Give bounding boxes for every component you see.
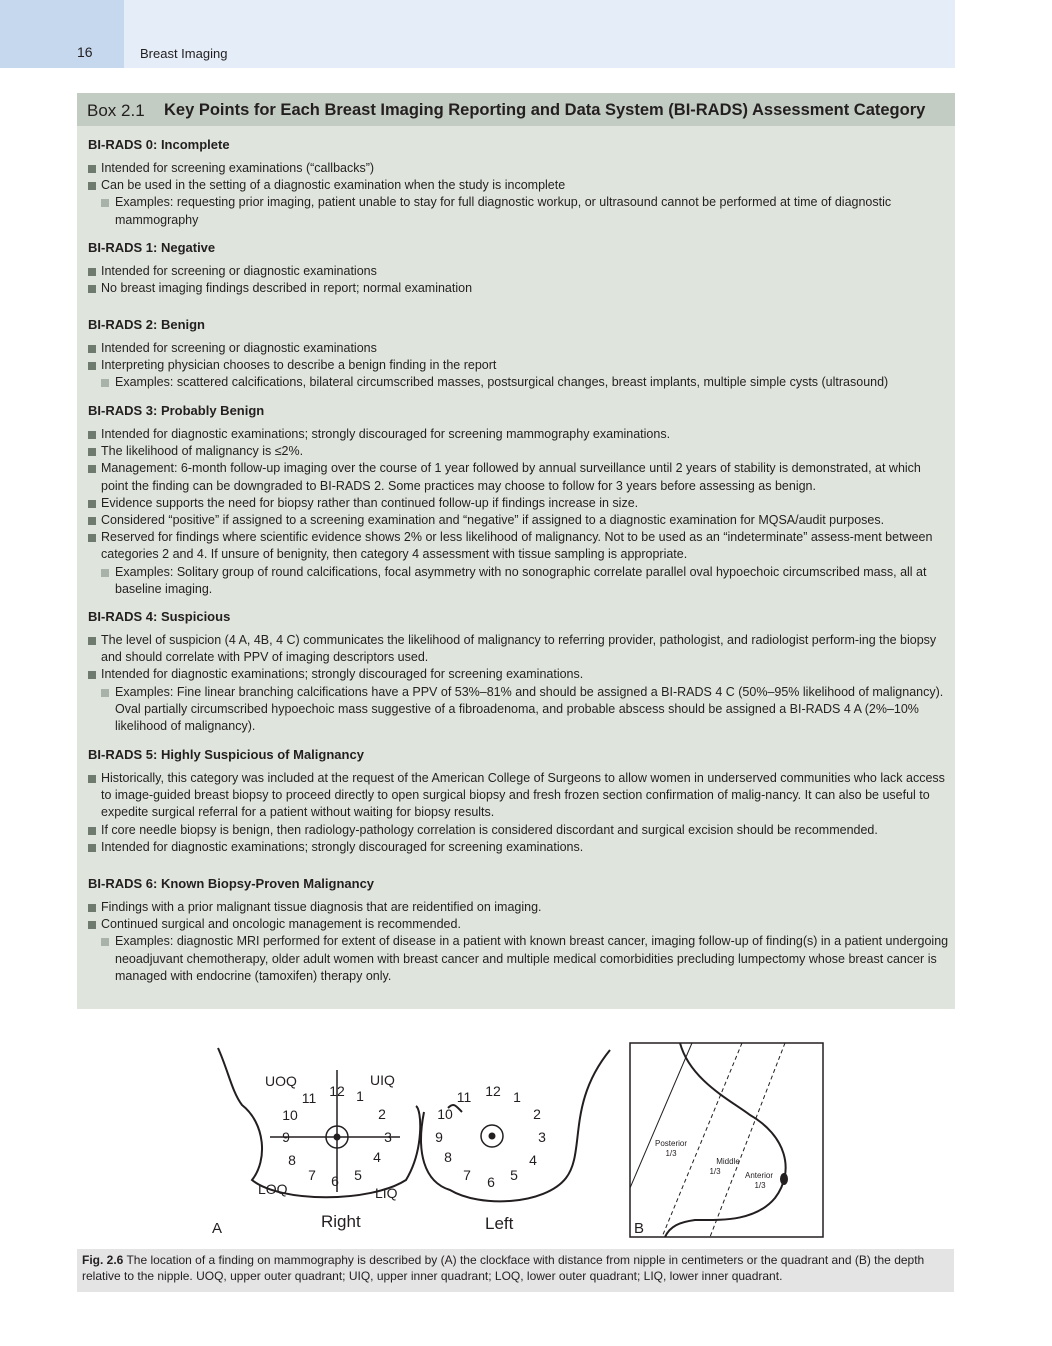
list-item: Intended for diagnostic examinations; strongly discouraged for screening mammography examinations. xyxy=(88,426,950,443)
sub-list-item: Examples: diagnostic MRI performed for extent of disease in a patient with known breast cancer, imaging follow-up of finding(s) in a patient undergoing neoadjuvant chemotherapy, older adult women with breast cancer and multiple medical comorbidities precluding lumpectomy whose breast cancer is managed with endocrine (tamoxifen) therapy only. xyxy=(88,933,950,985)
section-birads-3 xyxy=(88,402,950,598)
section-heading: BI-RADS 1: Negative xyxy=(88,240,216,255)
list-item: Evidence supports the need for biopsy rather than continued follow-up if findings increase in size. xyxy=(88,495,950,512)
list-item: No breast imaging findings described in report; normal examination xyxy=(88,280,950,297)
right-nipple-dot xyxy=(334,1134,341,1141)
right-breast-outline xyxy=(218,1048,420,1197)
list-item: Findings with a prior malignant tissue diagnosis that are reidentified on imaging. xyxy=(88,899,950,916)
quadrant-label-uoq: UOQ xyxy=(265,1073,297,1089)
clock-9: 9 xyxy=(435,1129,443,1145)
caption-text: The location of a finding on mammography is described by (A) the clockface with distance from nipple in centimeters or the quadrant and (B) the depth relative to the nipple. UOQ, upper outer quadrant; UIQ, upper inner quadrant; LOQ, lower outer quadrant; LIQ, lower inner quadrant. xyxy=(82,1253,925,1283)
quadrant-label-uiq: UIQ xyxy=(370,1072,395,1088)
clock-5: 5 xyxy=(510,1167,518,1183)
box-title: Key Points for Each Breast Imaging Reporting and Data System (BI-RADS) Assessment Category xyxy=(164,101,926,119)
section-birads-2 xyxy=(88,316,950,392)
section-heading: BI-RADS 5: Highly Suspicious of Malignancy xyxy=(88,747,364,762)
clock-9: 9 xyxy=(282,1129,290,1145)
page-number-band xyxy=(0,0,124,68)
depth-label-middle: Middle xyxy=(716,1157,740,1166)
clock-3: 3 xyxy=(384,1129,392,1145)
middle-anterior-divider xyxy=(710,1043,785,1237)
depth-label-posterior: Posterior xyxy=(654,1139,688,1148)
sub-list-item: Examples: Fine linear branching calcifications have a PPV of 53%–81% and should be assigned a BI-RADS 4 C (50%–95% likelihood of malignancy). Oval partially circumscribed hypoechoic mass suggestive of a fibroadenoma, and probable abscess should be assigned a BI-RADS 4 A (2%–10% likelihood of malignancy). xyxy=(88,684,950,736)
box-header xyxy=(77,93,955,126)
chest-wall-line xyxy=(630,1043,692,1188)
list-item: The level of suspicion (4 A, 4B, 4 C) communicates the likelihood of malignancy to referring provider, pathologist, and radiologist perform-ing the biopsy and should correlate with PPV of imaging descriptors used. xyxy=(88,632,950,666)
running-title: Breast Imaging xyxy=(140,46,228,61)
quadrant-label-liq: LIQ xyxy=(375,1185,398,1201)
list-item: Intended for screening or diagnostic examinations xyxy=(88,340,950,357)
section-birads-5 xyxy=(88,746,950,856)
running-header xyxy=(124,0,955,68)
list-item: Management: 6-month follow-up imaging over the course of 1 year followed by annual surveillance until 2 years of stability is demonstrated, at which point the finding can be downgraded to BI-RADS 2. Some practices may choose to follow for 3 years before assessing as benign. xyxy=(88,460,950,494)
left-label: Left xyxy=(485,1214,514,1233)
left-nipple-dot xyxy=(489,1133,496,1140)
page-number: 16 xyxy=(77,44,93,60)
depth-fraction: 1/3 xyxy=(754,1181,766,1190)
clock-7: 7 xyxy=(308,1167,316,1183)
caption-label: Fig. 2.6 xyxy=(82,1253,124,1267)
section-heading: BI-RADS 4: Suspicious xyxy=(88,609,231,624)
clock-11: 11 xyxy=(456,1089,472,1105)
clock-8: 8 xyxy=(288,1152,296,1168)
section-birads-4 xyxy=(88,608,950,735)
list-item: Intended for diagnostic examinations; strongly discouraged for screening examinations. xyxy=(88,839,950,856)
right-label: Right xyxy=(321,1212,361,1231)
section-heading: BI-RADS 6: Known Biopsy-Proven Malignancy xyxy=(88,876,375,891)
clock-5: 5 xyxy=(354,1167,362,1183)
depth-fraction: 1/3 xyxy=(709,1167,721,1176)
list-item: The likelihood of malignancy is ≤2%. xyxy=(88,443,950,460)
clock-12: 12 xyxy=(329,1083,345,1099)
quadrant-label-loq: LOQ xyxy=(258,1181,288,1197)
sub-list-item: Examples: requesting prior imaging, patient unable to stay for full diagnostic workup, or ultrasound cannot be performed at time of diagnostic mammography xyxy=(88,194,950,228)
clock-10: 10 xyxy=(437,1106,453,1122)
sub-list-item: Examples: scattered calcifications, bilateral circumscribed masses, postsurgical changes, breast implants, multiple simple cysts (ultrasound) xyxy=(88,374,950,391)
list-item: Considered “positive” if assigned to a screening examination and “negative” if assigned to a diagnostic examination for MQSA/audit purposes. xyxy=(88,512,950,529)
section-birads-0 xyxy=(88,136,950,229)
clock-4: 4 xyxy=(373,1149,381,1165)
key-points-box xyxy=(77,93,955,1009)
list-item: Historically, this category was included at the request of the American College of Surgeons to allow women in underserved communities who lack access to image-guided breast biopsy to proceed directly to open surgical biopsy and fresh frozen section confirmation of malig-nancy. It can also be useful to expedite surgical referral for a patient without waiting for biopsy results. xyxy=(88,770,950,822)
clock-7: 7 xyxy=(463,1167,471,1183)
clock-6: 6 xyxy=(487,1174,495,1190)
clock-6: 6 xyxy=(331,1173,339,1189)
depth-fraction: 1/3 xyxy=(665,1149,677,1158)
list-item: Intended for screening examinations (“callbacks”) xyxy=(88,160,950,177)
list-item: Intended for screening or diagnostic examinations xyxy=(88,263,950,280)
profile-nipple xyxy=(780,1173,788,1185)
sub-list-item: Examples: Solitary group of round calcifications, focal asymmetry with no sonographic correlate parallel oval hypoechoic circumscribed mass, all at baseline imaging. xyxy=(88,564,950,598)
clock-12: 12 xyxy=(485,1083,501,1099)
clock-2: 2 xyxy=(378,1106,386,1122)
clock-4: 4 xyxy=(529,1152,537,1168)
depth-labels xyxy=(655,1139,773,1190)
clock-11: 11 xyxy=(301,1090,317,1106)
section-heading: BI-RADS 2: Benign xyxy=(88,317,205,332)
section-heading: BI-RADS 3: Probably Benign xyxy=(88,403,265,418)
figure-caption xyxy=(77,1249,954,1292)
clock-1: 1 xyxy=(513,1089,521,1105)
list-item: Intended for diagnostic examinations; strongly discouraged for screening examinations. xyxy=(88,666,950,683)
list-item: Interpreting physician chooses to describe a benign finding in the report xyxy=(88,357,950,374)
depth-label-anterior: Anterior xyxy=(744,1171,774,1180)
list-item: Reserved for findings where scientific evidence shows 2% or less likelihood of malignancy. Not to be used as an “indeterminate” assess-ment between categories 2 and 4. If unsure of benignity, then category 4 assessment with tissue sampling is appropriate. xyxy=(88,529,950,563)
panel-label-a: A xyxy=(212,1220,223,1237)
breast-location-figure xyxy=(210,1040,830,1240)
clock-1: 1 xyxy=(356,1088,364,1104)
section-heading: BI-RADS 0: Incomplete xyxy=(88,137,230,152)
list-item: If core needle biopsy is benign, then radiology-pathology correlation is considered discordant and surgical excision should be recommended. xyxy=(88,822,950,839)
box-number: Box 2.1 xyxy=(87,101,145,120)
list-item: Continued surgical and oncologic management is recommended. xyxy=(88,916,950,933)
list-item: Can be used in the setting of a diagnostic examination when the study is incomplete xyxy=(88,177,950,194)
clock-3: 3 xyxy=(538,1129,546,1145)
section-birads-6 xyxy=(88,875,950,985)
panel-label-b: B xyxy=(634,1220,645,1237)
clock-2: 2 xyxy=(533,1106,541,1122)
section-birads-1 xyxy=(88,239,950,297)
clock-10: 10 xyxy=(282,1107,298,1123)
clock-8: 8 xyxy=(444,1149,452,1165)
